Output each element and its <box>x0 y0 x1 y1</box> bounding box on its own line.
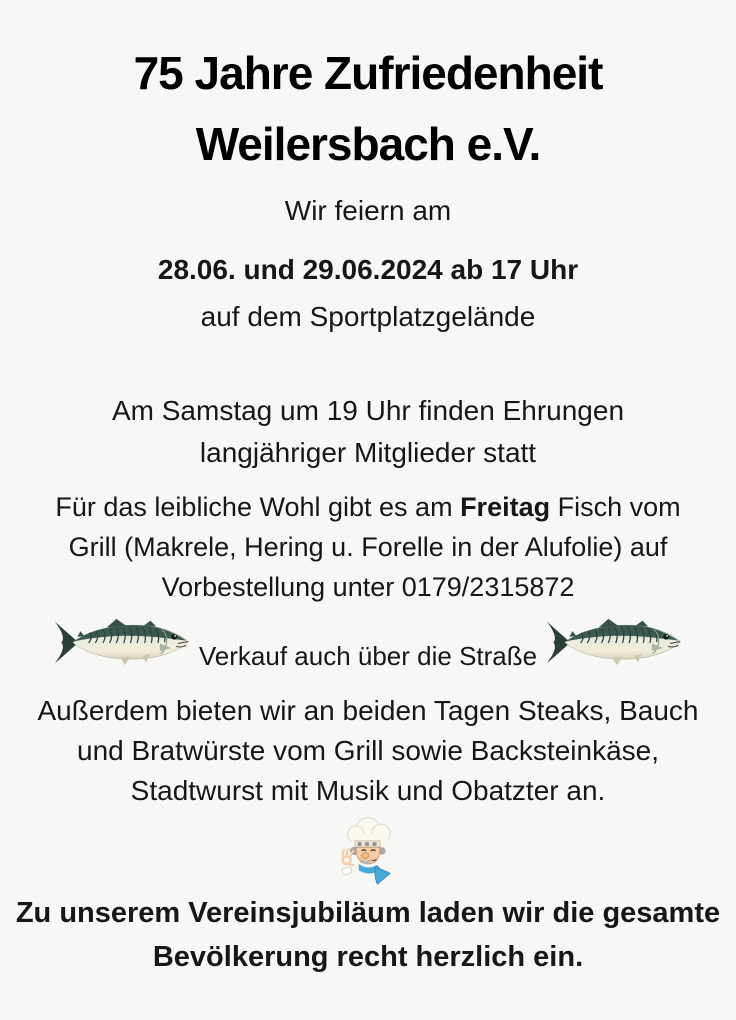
chef-icon <box>0 815 736 887</box>
closing-line-1: Zu unserem Vereinsjubiläum laden wir die gesamte <box>15 897 721 929</box>
offer-paragraph <box>0 691 736 811</box>
food-line-1-pre: Für das leibliche Wohl gibt es am <box>55 492 461 522</box>
food-line-3 <box>0 567 736 607</box>
preorder-label: Vorbestellung unter <box>161 572 402 602</box>
offer-line-2: und Bratwürste vom Grill sowie Backsteinkäse, <box>77 735 659 766</box>
honors-line-2: langjähriger Mitglieder statt <box>199 437 537 468</box>
closing-line-2: Bevölkerung recht herzlich ein. <box>152 941 584 973</box>
preorder-phone-number: 0179/2315872 <box>401 572 575 602</box>
closing-paragraph <box>0 891 736 979</box>
street-sale-text: Verkauf auch über die Straße <box>198 641 538 671</box>
food-friday-paragraph <box>0 487 736 607</box>
food-line-1-freitag: Freitag <box>460 492 551 522</box>
offer-line-1: Außerdem bieten wir an beiden Tagen Steaks, Bauch <box>37 695 699 726</box>
intro-text: Wir feiern am <box>284 195 452 226</box>
street-sale-row <box>0 615 736 685</box>
offer-line-3: Stadtwurst mit Musik und Obatzter an. <box>130 775 606 806</box>
page-title <box>0 47 736 170</box>
event-location: auf dem Sportplatzgelände <box>200 301 536 332</box>
honors-paragraph <box>0 390 736 474</box>
food-line-1-post: Fisch vom <box>550 492 681 522</box>
mackerel-fish-icon <box>544 615 686 670</box>
title-line-2: Weilersbach e.V. <box>195 118 541 170</box>
food-line-1 <box>0 487 736 527</box>
food-line-2: Grill (Makrele, Hering u. Forelle in der Alufolie) auf <box>68 532 668 562</box>
honors-line-1: Am Samstag um 19 Uhr finden Ehrungen <box>111 395 625 426</box>
event-date: 28.06. und 29.06.2024 ab 17 Uhr <box>157 254 579 285</box>
title-line-1: 75 Jahre Zufriedenheit <box>133 47 603 99</box>
